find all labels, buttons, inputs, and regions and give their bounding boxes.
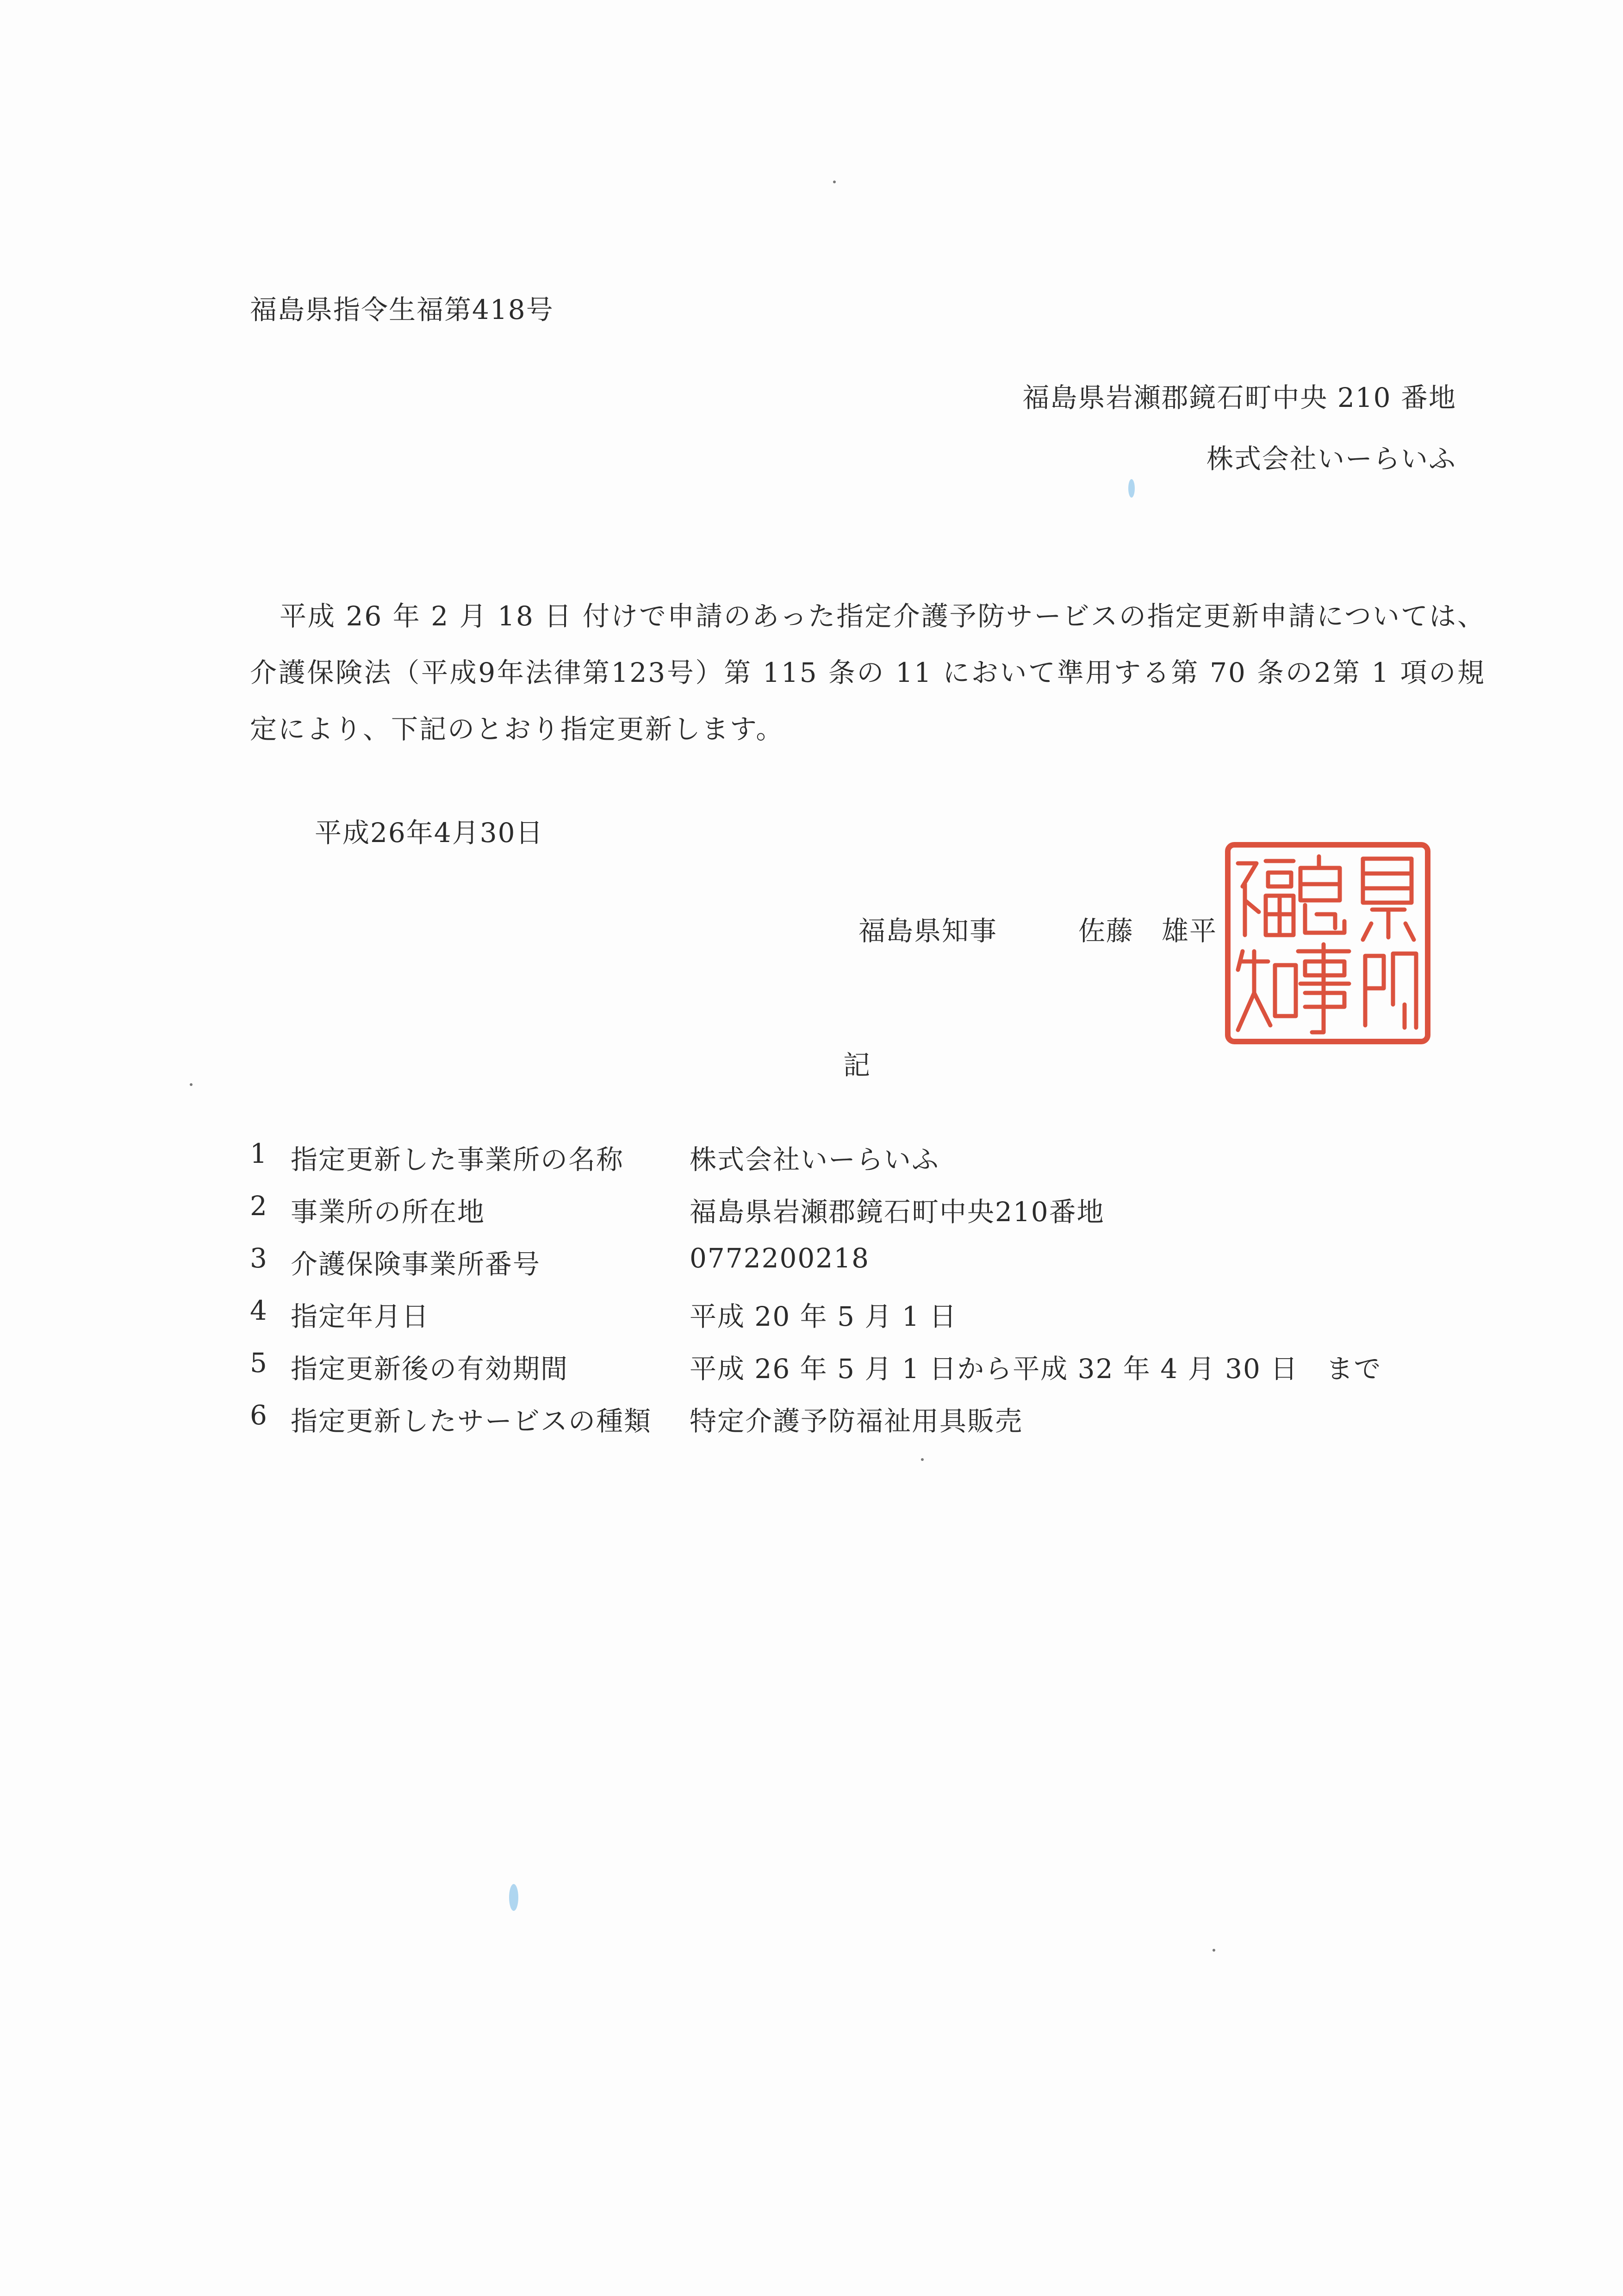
scan-speck	[833, 181, 836, 183]
item-number: 2	[250, 1190, 268, 1222]
ink-smudge	[509, 1884, 518, 1911]
official-seal-stamp	[1224, 840, 1432, 1046]
item-number: 4	[250, 1295, 268, 1326]
item-label: 指定更新したサービスの種類	[291, 1405, 652, 1437]
item-value: 特定介護予防福祉用具販売	[690, 1405, 1023, 1437]
ki-heading: 記	[843, 1049, 871, 1081]
scan-speck	[190, 1083, 193, 1086]
item-number: 6	[250, 1399, 268, 1431]
item-value: 0772200218	[690, 1242, 870, 1274]
ink-smudge	[1128, 479, 1135, 498]
issuer-name: 佐藤 雄平	[1078, 915, 1218, 947]
issue-date: 平成26年4月30日	[315, 817, 544, 849]
item-label: 指定年月日	[291, 1301, 430, 1332]
issuer-title: 福島県知事	[858, 915, 998, 947]
item-label: 事業所の所在地	[291, 1196, 485, 1228]
item-number: 1	[250, 1138, 268, 1169]
item-value: 平成 26 年 5 月 1 日から平成 32 年 4 月 30 日 まで	[690, 1353, 1382, 1385]
item-number: 5	[250, 1347, 268, 1379]
item-value: 平成 20 年 5 月 1 日	[690, 1301, 958, 1332]
scan-speck	[1213, 1949, 1215, 1952]
body-paragraph: 平成 26 年 2 月 18 日 付けで申請のあった指定介護予防サービスの指定更新申請については、介護保険法（平成9年法律第123号）第 115 条の 11 において準用する第 70 条の2第 1 項の規定により、下記のとおり指定更新します。	[250, 600, 1486, 745]
item-label: 指定更新した事業所の名称	[291, 1144, 624, 1175]
item-value: 福島県岩瀬郡鏡石町中央210番地	[690, 1196, 1105, 1228]
item-value: 株式会社いーらいふ	[690, 1144, 940, 1175]
recipient-company: 株式会社いーらいふ	[1206, 443, 1456, 474]
item-label: 介護保険事業所番号	[291, 1248, 541, 1280]
item-label: 指定更新後の有効期間	[291, 1353, 569, 1385]
reference-number: 福島県指令生福第418号	[250, 294, 554, 325]
item-number: 3	[250, 1242, 268, 1274]
scan-speck	[921, 1458, 924, 1461]
recipient-address: 福島県岩瀬郡鏡石町中央 210 番地	[1022, 382, 1456, 413]
